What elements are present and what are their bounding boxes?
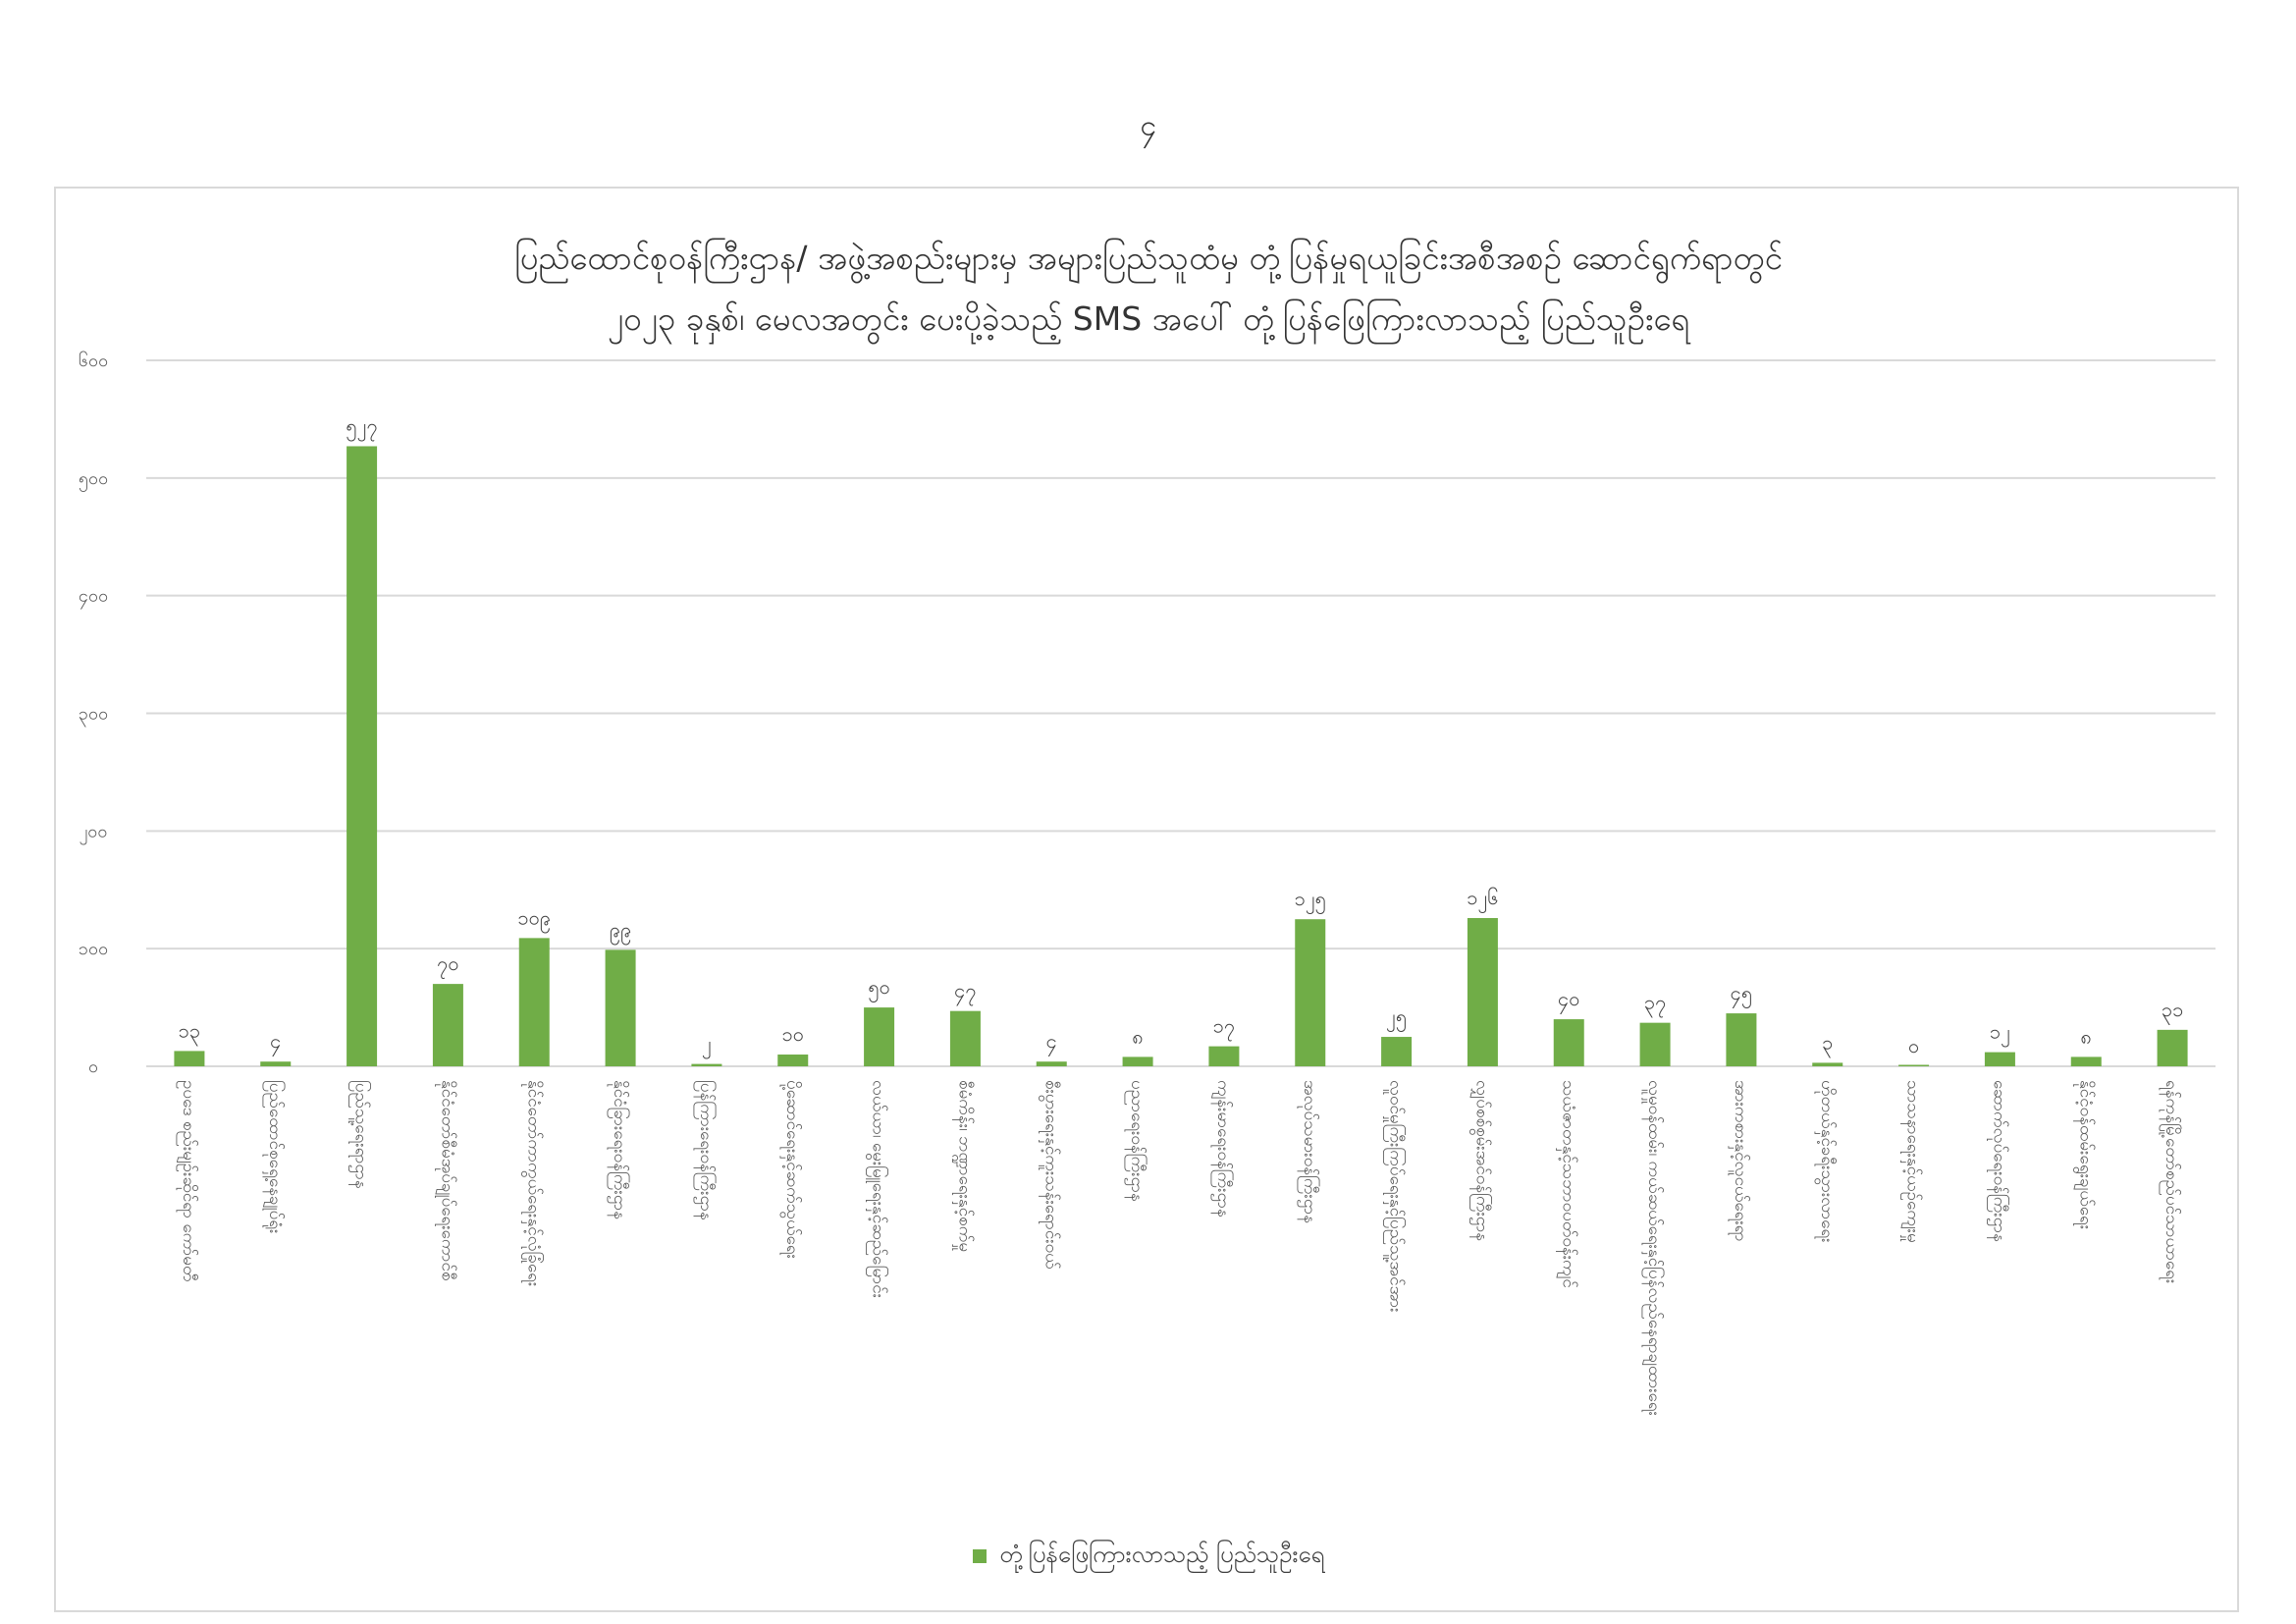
bar [1812, 1062, 1842, 1066]
category-label: ပို့ဆောင်ရေးနှင့်ဆက်သွယ်ရေး [781, 1080, 802, 1259]
data-label: ၃ [1822, 1030, 1834, 1055]
data-label: ၉၉ [609, 917, 632, 942]
category-label: သယံဇာတနှင့်သဘာဝပတ်ဝန်းကျင် [1558, 1080, 1578, 1288]
bar [1037, 1061, 1067, 1066]
data-label: ၄ [270, 1029, 282, 1054]
bar [1123, 1056, 1153, 1066]
bar [777, 1055, 808, 1066]
bar [1468, 918, 1498, 1066]
category-label: လျှပ်စစ်စွမ်းအင်ဝန်ကြီးဌာန [1471, 1080, 1492, 1242]
bar [1640, 1023, 1671, 1066]
category-label: အလုပ်သမားဝန်ကြီးဌာန [1299, 1080, 1319, 1224]
category-label: အားကစားနှင့်လူငယ်ရေးရာ [1730, 1080, 1750, 1242]
category-label: ဥပဒေ စည်းမျဉ်းဆိုင်ရာ ကော်မတီ [178, 1080, 198, 1282]
category-label: ရန်ကုန်မြို့တော်စည်ပင်သာယာရေး [2162, 1080, 2182, 1284]
data-label: ၁၃ [178, 1018, 201, 1043]
category-label: ကျန်းမာရေးဝန်ကြီးဌာန [1212, 1080, 1233, 1218]
category-label: နိုင်ငံ့ဝန်ထမ်းရွေးချယ်ရေး [2075, 1080, 2096, 1230]
legend-label: တုံ့ပြန်ဖြေကြားလာသည့် ပြည်သူဦးရေ [999, 1541, 1325, 1568]
data-label: ၈ [2080, 1024, 2092, 1049]
category-label: သာသနာရေးနှင့်ယဉ်ကျေးမှု [1902, 1080, 1923, 1243]
bar [347, 446, 377, 1066]
bar [1381, 1037, 1412, 1066]
bar [519, 938, 550, 1066]
bar [1985, 1053, 2015, 1066]
bars [174, 446, 2187, 1066]
bar [606, 949, 636, 1066]
category-label: စီးပွားရေးနှင့်ကူးသန်းရောင်းဝယ် [1041, 1080, 1061, 1270]
bar [950, 1011, 981, 1066]
data-label: ၄ [1045, 1029, 1057, 1054]
data-label: ၈ [1132, 1024, 1144, 1049]
page-number: ၄ [1140, 109, 1156, 143]
bar [1898, 1065, 1929, 1067]
data-label: ၇၀ [437, 951, 459, 976]
bar [2158, 1030, 2188, 1066]
data-labels [179, 413, 2184, 1058]
data-label: ၄၅ [1730, 981, 1753, 1005]
data-label: ၁၂၅ [1294, 887, 1326, 911]
data-label: ၂ [702, 1031, 712, 1056]
bar [1554, 1019, 1584, 1066]
y-tick-label: ၀ [87, 1056, 99, 1077]
data-label: ၁၀၉ [517, 905, 552, 930]
data-label: ၁၀ [781, 1022, 804, 1047]
bar [2071, 1056, 2102, 1066]
category-label: လူဝင်မှုကြီးကြပ်ရေးနှင့်ပြည်သူ့အင်အား [1385, 1080, 1406, 1313]
y-tick-label: ၅၀၀ [78, 467, 109, 489]
bar [260, 1061, 291, 1066]
chart-frame [54, 187, 2239, 1612]
bar-chart [56, 189, 2241, 1614]
data-label: ၄၀ [1558, 987, 1580, 1011]
category-label: နိုင်ငံတော်ကာကွယ်ရေးနှင့်လုံခြုံရေး [523, 1080, 544, 1287]
data-label: ၃၁ [2161, 997, 2184, 1021]
bar [1208, 1047, 1239, 1066]
data-label: ၄၇ [954, 978, 977, 1002]
data-label: ၁၇ [1212, 1013, 1236, 1038]
category-label: ပြန်ကြားရေးဝန်ကြီးဌာန [695, 1080, 716, 1220]
bar [1726, 1013, 1756, 1066]
category-label: ဆောက်လုပ်ရေးဝန်ကြီးဌာန [1989, 1080, 2009, 1242]
y-tick-label: ၁၀၀ [78, 939, 109, 960]
bar [864, 1007, 894, 1066]
category-label: စီမံကိန်း၊ ဘဏ္ဍာရေးနှင့်စက်မှု [954, 1080, 975, 1253]
legend-swatch [973, 1549, 987, 1563]
bar [174, 1051, 204, 1066]
category-label: နိုင်ငံခြားရေးဝန်ကြီးဌာန [610, 1080, 630, 1220]
legend [56, 1539, 2241, 1574]
category-label: နိုင်ငံတော်စီမံအုပ်ချုပ်ရေးကောင်စီ [437, 1080, 457, 1281]
data-label: ၁၂၆ [1467, 886, 1499, 910]
category-labels [176, 1080, 2183, 1416]
y-axis-ticks [79, 351, 108, 1077]
chart-title-line-1: ပြည်ထောင်စုဝန်ကြီးဌာန/ အဖွဲ့အစည်းများမှ အများပြည်သူထံမှ တုံ့ပြန်မှုရယူခြင်းအစီအစဉ် ဆောင်ရွက်ရာတွင် [514, 239, 1783, 277]
data-label: ၅၀ [868, 975, 890, 1000]
category-label: ပြည်သူ့ရေးရာဌာန [350, 1080, 371, 1189]
data-label: ၅၂၇ [346, 413, 378, 438]
chart-title-line-2: ၂၀၂၃ ခုနှစ်၊ မေလအတွင်း ပေးပို့ခဲ့သည့် SMS အပေါ် တုံ့ပြန်ဖြေကြားလာသည့် ပြည်သူဦးရေ [607, 299, 1690, 338]
bar [691, 1064, 721, 1066]
category-label: ဟိုတယ်နှင့်ခရီးသွားလာရေး [1816, 1080, 1837, 1243]
category-label: လူမှုဝန်ထမ်း၊ ကယ်ဆယ်ရေးနှင့်ပြန်လည်နေရာချထားရေး [1644, 1080, 1665, 1416]
y-tick-label: ၂၀၀ [79, 821, 108, 842]
y-tick-label: ၆၀၀ [78, 351, 109, 371]
data-label: ၀ [1907, 1034, 1920, 1057]
y-tick-label: ၃၀၀ [78, 703, 109, 725]
bar [433, 984, 463, 1066]
bar [1295, 919, 1325, 1066]
category-label: လယ်ယာ၊ မွေးမြူရေးနှင့်ဆည်မြောင်း [868, 1080, 888, 1299]
data-label: ၁၂ [1989, 1019, 2010, 1044]
category-label: ပညာရေးဝန်ကြီးဌာန [1127, 1080, 1148, 1202]
y-tick-label: ၄၀၀ [78, 585, 109, 607]
data-label: ၃၇ [1643, 990, 1667, 1014]
data-label: ၂၅ [1386, 1004, 1408, 1029]
category-label: ပြည်ထောင်စုရှေ့နေချုပ်ရုံး [264, 1080, 285, 1234]
